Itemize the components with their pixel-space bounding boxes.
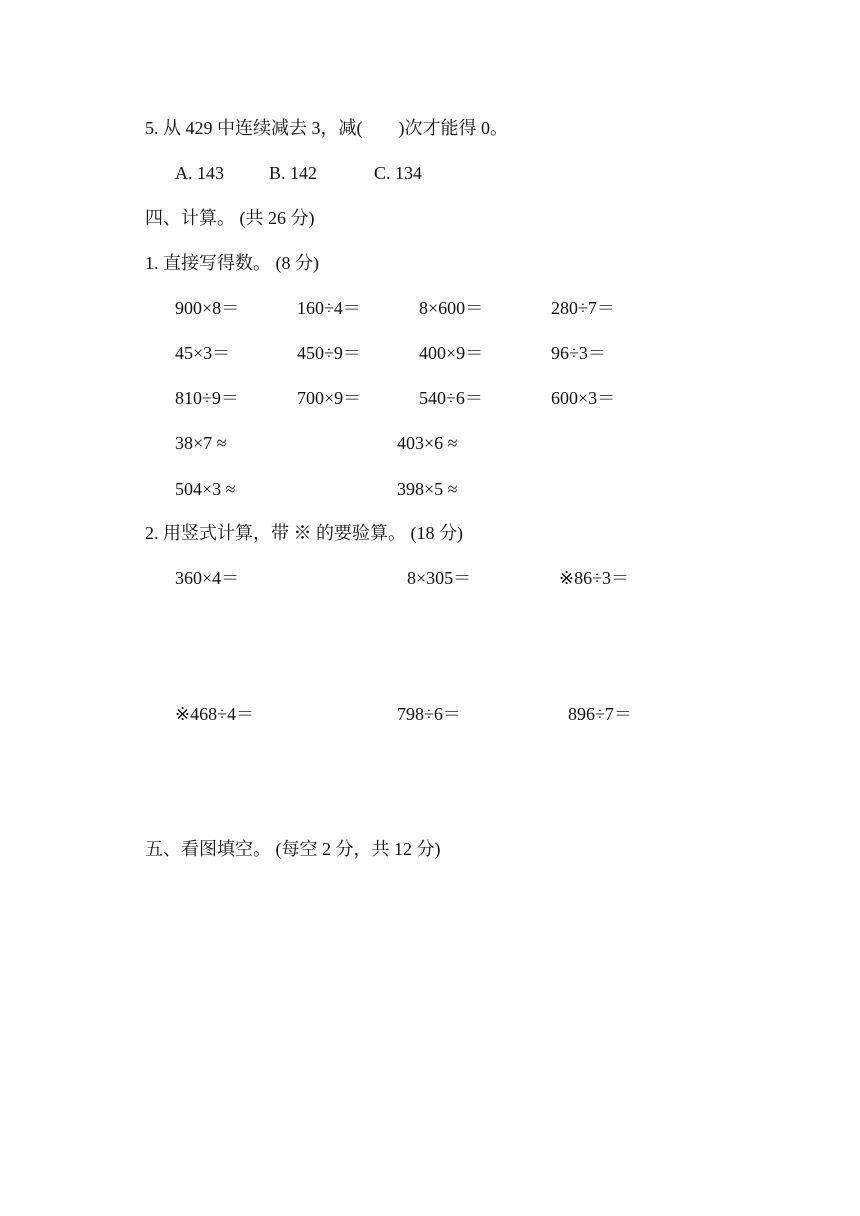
part-1-title: 1. 直接写得数。 (8 分) <box>145 253 319 273</box>
calc-item: 8×600＝ <box>419 298 484 318</box>
calc-item: 810÷9＝ <box>175 388 239 408</box>
calc-item: 96÷3＝ <box>551 343 606 363</box>
option-c: C. 134 <box>374 163 423 183</box>
calc-item: 900×8＝ <box>175 298 240 318</box>
vertical-calc-item: 8×305＝ <box>407 568 472 588</box>
calc-item: 400×9＝ <box>419 343 484 363</box>
vertical-calc-item: 896÷7＝ <box>568 704 632 724</box>
section-4-heading: 四、计算。 (共 26 分) <box>145 208 315 228</box>
calc-item: 160÷4＝ <box>297 298 361 318</box>
estimate-item: 504×3 ≈ <box>175 479 236 499</box>
calc-item: 450÷9＝ <box>297 343 361 363</box>
vertical-calc-item: 798÷6＝ <box>397 704 461 724</box>
calc-item: 700×9＝ <box>297 388 362 408</box>
calc-item: 600×3＝ <box>551 388 616 408</box>
estimate-item: 38×7 ≈ <box>175 433 227 453</box>
estimate-item: 403×6 ≈ <box>397 433 458 453</box>
estimate-item: 398×5 ≈ <box>397 479 458 499</box>
option-a: A. 143 <box>175 163 224 183</box>
vertical-calc-item: ※86÷3＝ <box>559 568 629 588</box>
calc-item: 45×3＝ <box>175 343 231 363</box>
vertical-calc-item: 360×4＝ <box>175 568 240 588</box>
question-5-stem: 5. 从 429 中连续减去 3，减( )次才能得 0。 <box>145 118 508 138</box>
calc-item: 540÷6＝ <box>419 388 483 408</box>
calc-item: 280÷7＝ <box>551 298 615 318</box>
section-5-heading: 五、看图填空。 (每空 2 分，共 12 分) <box>145 839 441 859</box>
option-b: B. 142 <box>269 163 318 183</box>
vertical-calc-item: ※468÷4＝ <box>175 704 254 724</box>
part-2-title: 2. 用竖式计算，带 ※ 的要验算。 (18 分) <box>145 523 463 543</box>
